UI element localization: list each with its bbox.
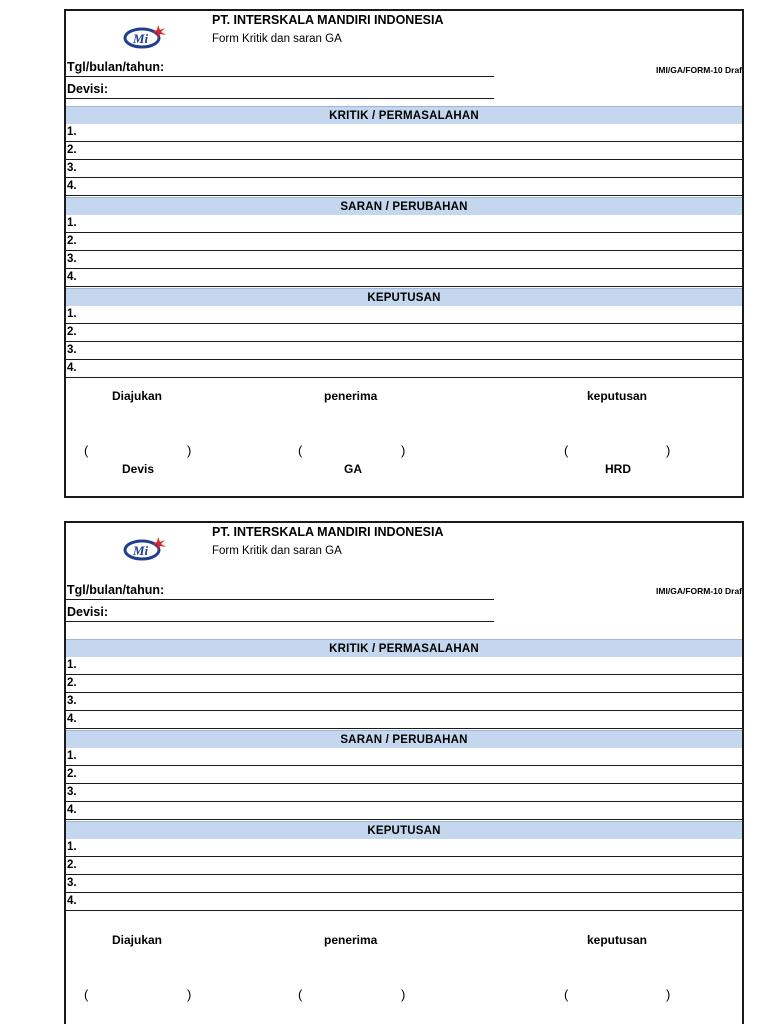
entry-row[interactable]: 2. — [66, 766, 742, 784]
signature-role-penerima: penerima — [324, 933, 378, 947]
form-subtitle: Form Kritik dan saran GA — [212, 33, 342, 45]
section-header: KRITIK / PERMASALAHAN — [66, 106, 742, 124]
entry-row[interactable]: 4. — [66, 269, 742, 287]
entry-row[interactable]: 3. — [66, 251, 742, 269]
section-header: SARAN / PERUBAHAN — [66, 197, 742, 215]
signature-bracket-open: ( — [298, 443, 303, 458]
entry-row[interactable]: 2. — [66, 233, 742, 251]
entry-row[interactable]: 3. — [66, 160, 742, 178]
signature-name-devis: Devis — [122, 462, 155, 476]
form-subtitle: Form Kritik dan saran GA — [212, 545, 342, 557]
entry-row[interactable]: 1. — [66, 124, 742, 142]
signature-role-penerima: penerima — [324, 389, 378, 403]
company-name: PT. INTERSKALA MANDIRI INDONESIA — [212, 525, 444, 539]
signature-role-diajukan: Diajukan — [112, 933, 163, 947]
signature-bracket-open: ( — [84, 443, 89, 458]
division-field[interactable]: Devisi: — [66, 79, 494, 99]
entry-row[interactable]: 2. — [66, 857, 742, 875]
division-field[interactable]: Devisi: — [66, 602, 494, 622]
entry-row[interactable]: 4. — [66, 711, 742, 729]
signature-bracket-close: ) — [187, 987, 192, 1002]
signature-role-diajukan: Diajukan — [112, 389, 163, 403]
svg-text:Mi: Mi — [133, 543, 149, 558]
feedback-form-2 — [64, 521, 744, 1024]
entry-row[interactable]: 1. — [66, 748, 742, 766]
section-kritik — [66, 106, 742, 196]
entry-row[interactable]: 3. — [66, 875, 742, 893]
section-header: KEPUTUSAN — [66, 288, 742, 306]
svg-text:Mi: Mi — [133, 31, 149, 46]
signature-bracket-close: ) — [401, 987, 406, 1002]
entry-row[interactable]: 4. — [66, 360, 742, 378]
entry-row[interactable]: 3. — [66, 784, 742, 802]
signature-bracket-close: ) — [401, 443, 406, 458]
signature-bracket-open: ( — [564, 987, 569, 1002]
section-saran — [66, 730, 742, 820]
signature-name-ga: GA — [344, 462, 362, 476]
document-reference: IMI/GA/FORM-10 Draf — [656, 586, 742, 596]
entry-row[interactable]: 4. — [66, 178, 742, 196]
feedback-form-1 — [64, 9, 744, 498]
signature-bracket-close: ) — [666, 987, 671, 1002]
section-keputusan — [66, 288, 742, 378]
entry-row[interactable]: 4. — [66, 893, 742, 911]
signature-bracket-open: ( — [298, 987, 303, 1002]
signature-bracket-open: ( — [564, 443, 569, 458]
section-kritik — [66, 639, 742, 729]
company-name: PT. INTERSKALA MANDIRI INDONESIA — [212, 13, 444, 27]
date-field[interactable]: Tgl/bulan/tahun: — [66, 580, 494, 600]
entry-row[interactable]: 2. — [66, 324, 742, 342]
section-saran — [66, 197, 742, 287]
signature-role-keputusan: keputusan — [587, 933, 648, 947]
company-logo-icon — [122, 21, 170, 51]
signature-role-keputusan: keputusan — [587, 389, 648, 403]
section-header: KRITIK / PERMASALAHAN — [66, 639, 742, 657]
date-field[interactable]: Tgl/bulan/tahun: — [66, 57, 494, 77]
entry-row[interactable]: 3. — [66, 342, 742, 360]
signature-bracket-close: ) — [666, 443, 671, 458]
entry-row[interactable]: 2. — [66, 142, 742, 160]
entry-row[interactable]: 2. — [66, 675, 742, 693]
section-keputusan — [66, 821, 742, 911]
signature-name-hrd: HRD — [605, 462, 631, 476]
signature-bracket-open: ( — [84, 987, 89, 1002]
signature-bracket-close: ) — [187, 443, 192, 458]
entry-row[interactable]: 1. — [66, 657, 742, 675]
entry-row[interactable]: 3. — [66, 693, 742, 711]
entry-row[interactable]: 1. — [66, 215, 742, 233]
section-header: SARAN / PERUBAHAN — [66, 730, 742, 748]
entry-row[interactable]: 4. — [66, 802, 742, 820]
section-header: KEPUTUSAN — [66, 821, 742, 839]
entry-row[interactable]: 1. — [66, 839, 742, 857]
company-logo-icon — [122, 533, 170, 563]
document-reference: IMI/GA/FORM-10 Draf — [656, 65, 742, 75]
entry-row[interactable]: 1. — [66, 306, 742, 324]
